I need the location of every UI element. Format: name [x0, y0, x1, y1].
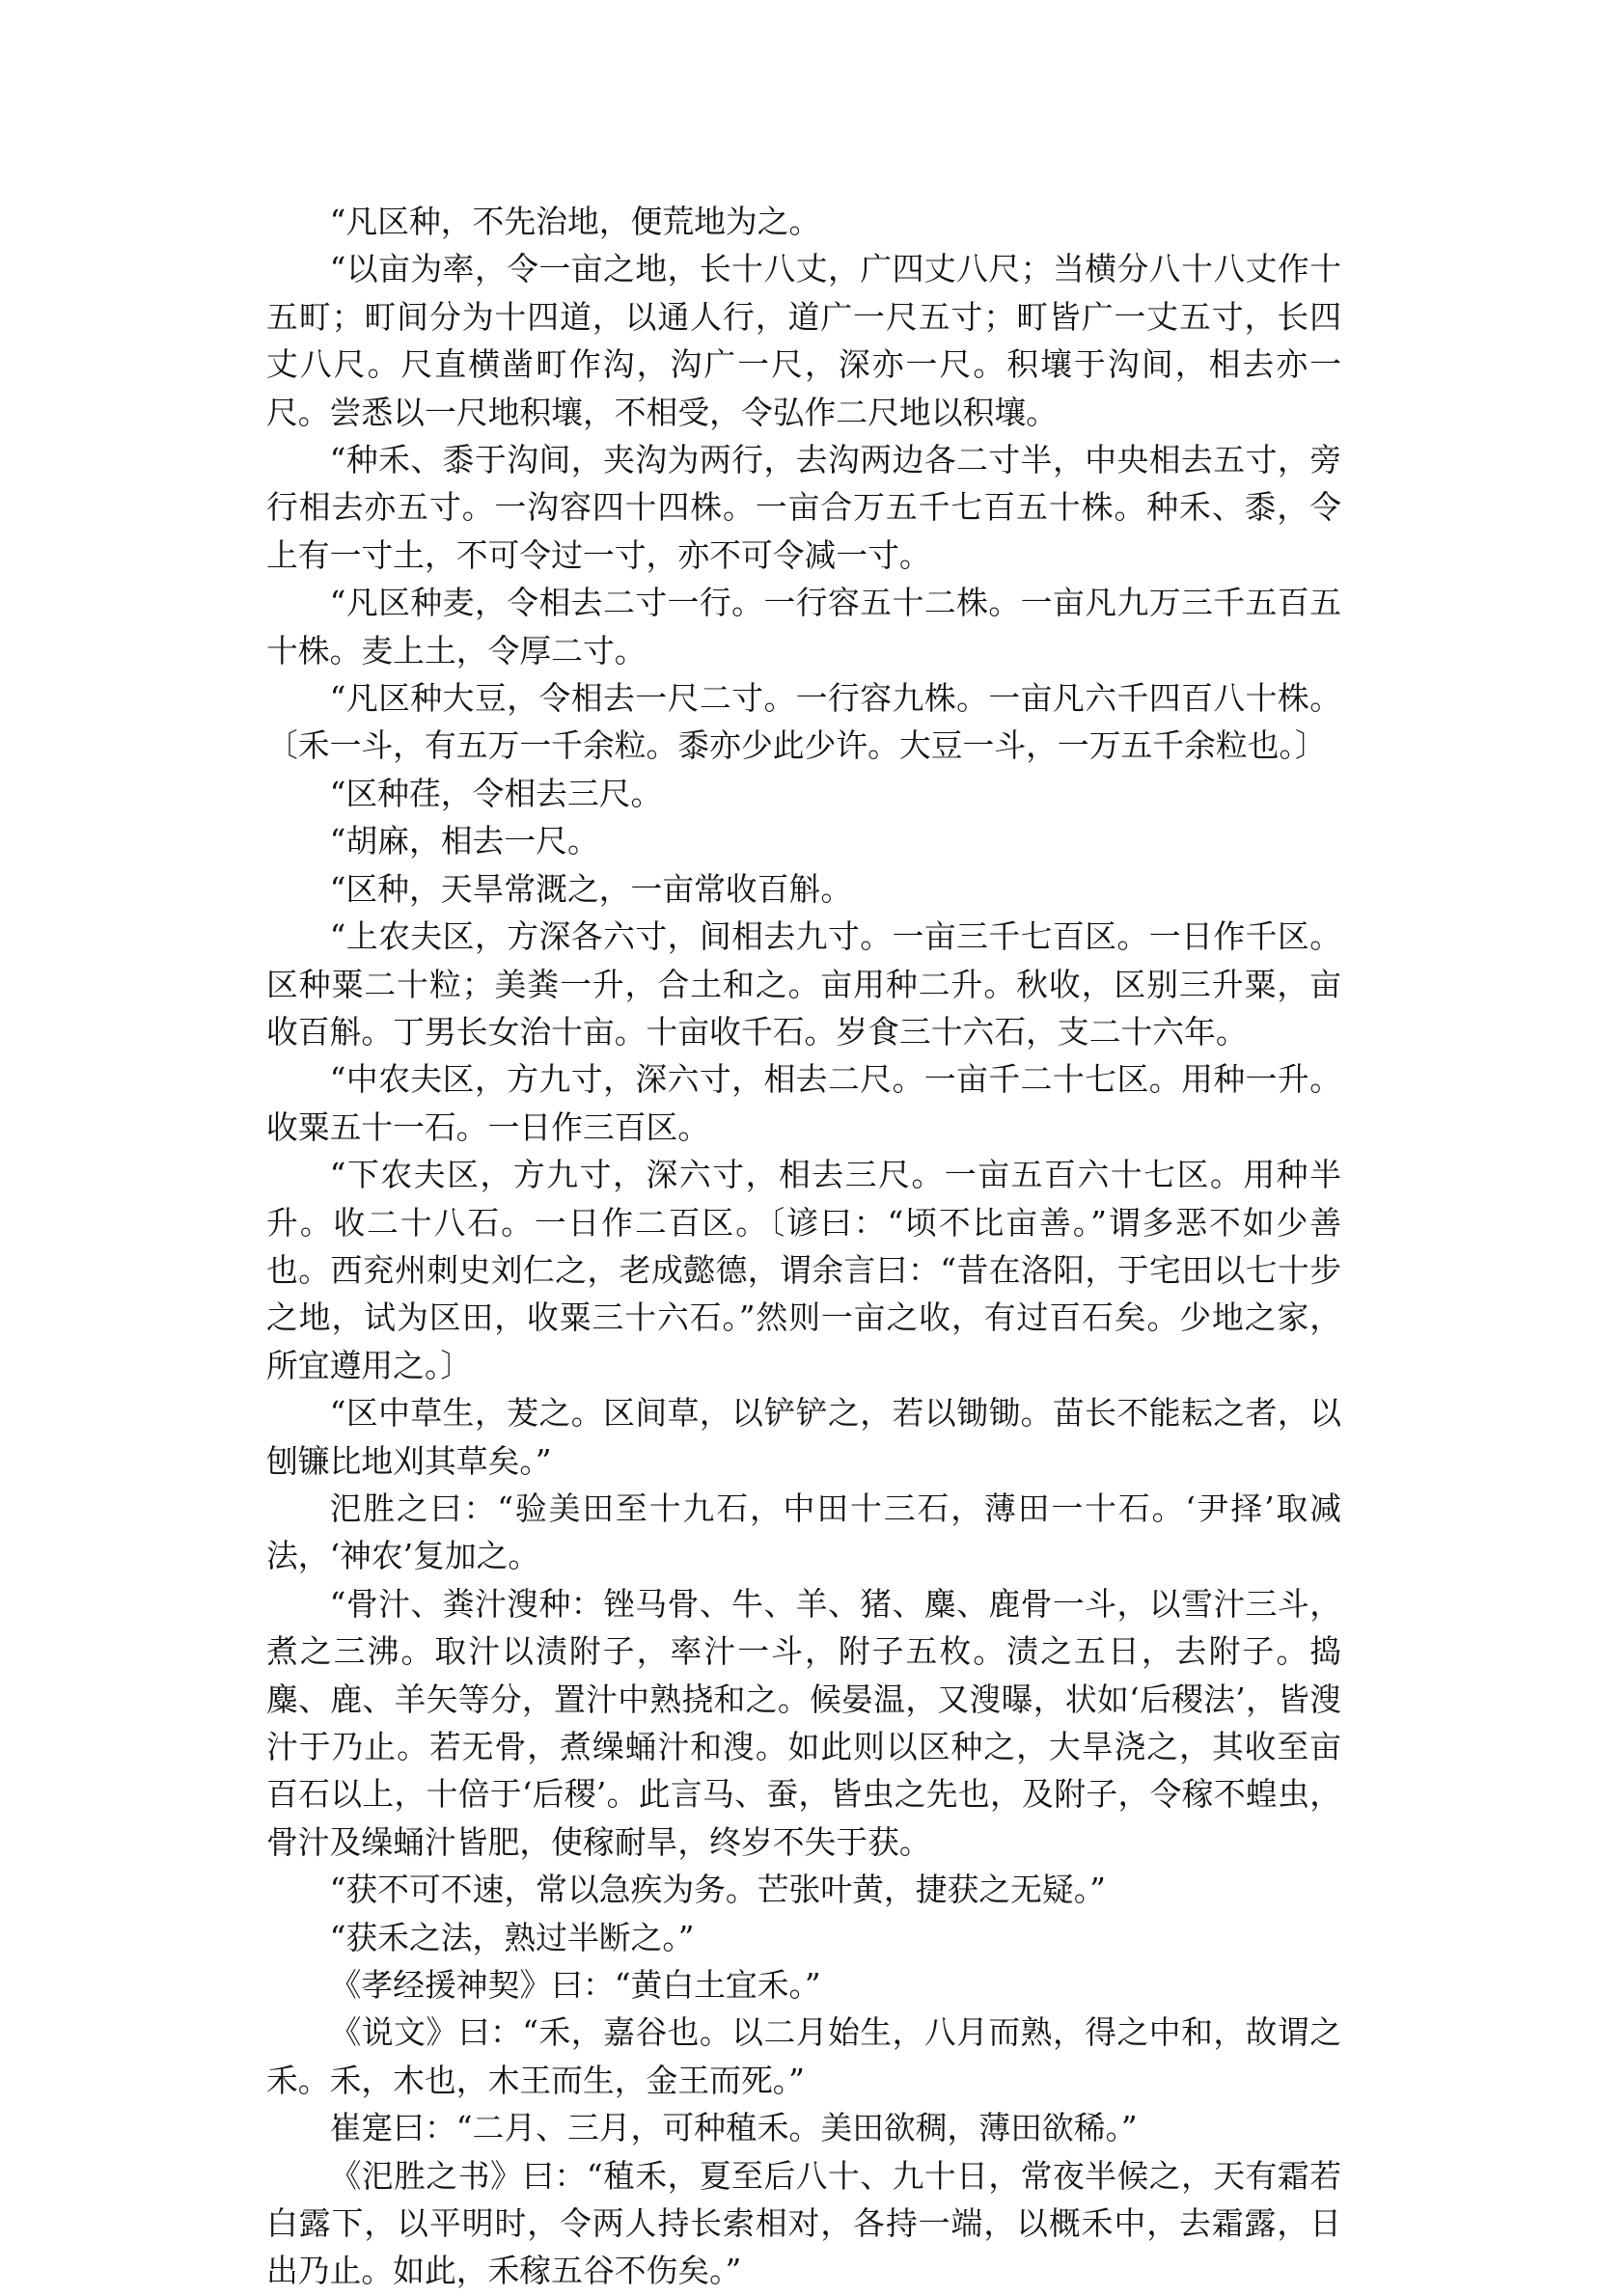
paragraph: “凡区种大豆，令相去一尺二寸。一行容九株。一亩凡六千四百八十株。〔禾一斗，有五万一千余粒。黍亦少此少许。大豆一斗，一万五千余粒也。〕: [266, 680, 1341, 765]
paragraph: “获禾之法，熟过半断之。”: [329, 1919, 695, 1956]
paragraph: “凡区种麦，令相去二寸一行。一行容五十二株。一亩凡九万三千五百五十株。麦上土，令厚二寸。: [266, 585, 1341, 670]
paragraph: “胡麻，相去一尺。: [329, 823, 599, 861]
paragraph: “获不可不速，常以急疾为务。芒张叶黄，捷获之无疑。”: [329, 1872, 1106, 1909]
paragraph: “上农夫区，方深各六寸，间相去九寸。一亩三千七百区。一日作千区。区种粟二十粒；美粪一升，合土和之。亩用种二升。秋收，区别三升粟，亩收百斛。丁男长女治十亩。十亩收千石。岁食三十六石，支二十六年。: [266, 918, 1341, 1051]
paragraph: “区种，天旱常溉之，一亩常收百斛。: [329, 870, 853, 908]
paragraph: “骨汁、粪汁溲种：锉马骨、牛、羊、猪、麋、鹿骨一斗，以雪汁三斗，煮之三沸。取汁以渍附子，率汁一斗，附子五枚。渍之五日，去附子。捣麋、鹿、羊矢等分，置汁中熟挠和之。候晏温，又溲曝，状如‘后稷法’，皆溲汁于乃止。若无骨，煮缲蛹汁和溲。如此则以区种之，大旱浇之，其收至亩百石以上，十倍于‘后稷’。此言马、蚕，皆虫之先也，及附子，令稼不蝗虫，骨汁及缲蛹汁皆肥，使稼耐旱，终岁不失于获。: [266, 1585, 1341, 1861]
paragraph: “下农夫区，方九寸，深六寸，相去三尺。一亩五百六十七区。用种半升。收二十八石。一日作二百区。〔谚曰：“顷不比亩善。”谓多恶不如少善也。西兖州刺史刘仁之，老成懿德，谓余言曰：“昔在洛阳，于宅田以七十步之地，试为区田，收粟三十六石。”然则一亩之收，有过百石矣。少地之家，所宜遵用之。〕: [266, 1157, 1341, 1384]
paragraph: 崔寔曰：“二月、三月，可种稙禾。美田欲稠，薄田欲稀。”: [329, 2110, 1138, 2147]
paragraph: “以亩为率，令一亩之地，长十八丈，广四丈八尺；当横分八十八丈作十五町；町间分为十四道，以通人行，道广一尺五寸；町皆广一丈五寸，长四丈八尺。尺直横凿町作沟，沟广一尺，深亦一尺。积壤于沟间，相去亦一尺。尝悉以一尺地积壤，不相受，令弘作二尺地以积壤。: [266, 251, 1341, 431]
paragraph: “区中草生，茇之。区间草，以铲铲之，若以锄锄。苗长不能耘之者，以刨镰比地刈其草矣。”: [266, 1395, 1341, 1480]
document-body: [266, 199, 1341, 2296]
paragraph: 汜胜之曰：“验美田至十九石，中田十三石，薄田一十石。‘尹择’取减法，‘神农’复加之。: [266, 1490, 1341, 1575]
paragraph: “区种荏，令相去三尺。: [329, 775, 663, 812]
paragraph: 《汜胜之书》曰：“稙禾，夏至后八十、九十日，常夜半候之，天有霜若白露下，以平明时，令两人持长索相对，各持一端，以概禾中，去霜露，日出乃止。如此，禾稼五谷不伤矣。”: [266, 2157, 1341, 2290]
paragraph: 《孝经援神契》曰：“黄白土宜禾。”: [329, 1967, 821, 2005]
paragraph: “种禾、黍于沟间，夹沟为两行，去沟两边各二寸半，中央相去五寸，旁行相去亦五寸。一沟容四十四株。一亩合万五千七百五十株。种禾、黍，令上有一寸土，不可令过一寸，亦不可令减一寸。: [266, 442, 1341, 574]
paragraph: “中农夫区，方九寸，深六寸，相去二尺。一亩千二十七区。用种一升。收粟五十一石。一日作三百区。: [266, 1061, 1341, 1146]
paragraph: 《说文》曰：“禾，嘉谷也。以二月始生，八月而熟，得之中和，故谓之禾。禾，木也，木王而生，金王而死。”: [266, 2014, 1341, 2099]
paragraph: “凡区种，不先治地，便荒地为之。: [329, 204, 821, 240]
